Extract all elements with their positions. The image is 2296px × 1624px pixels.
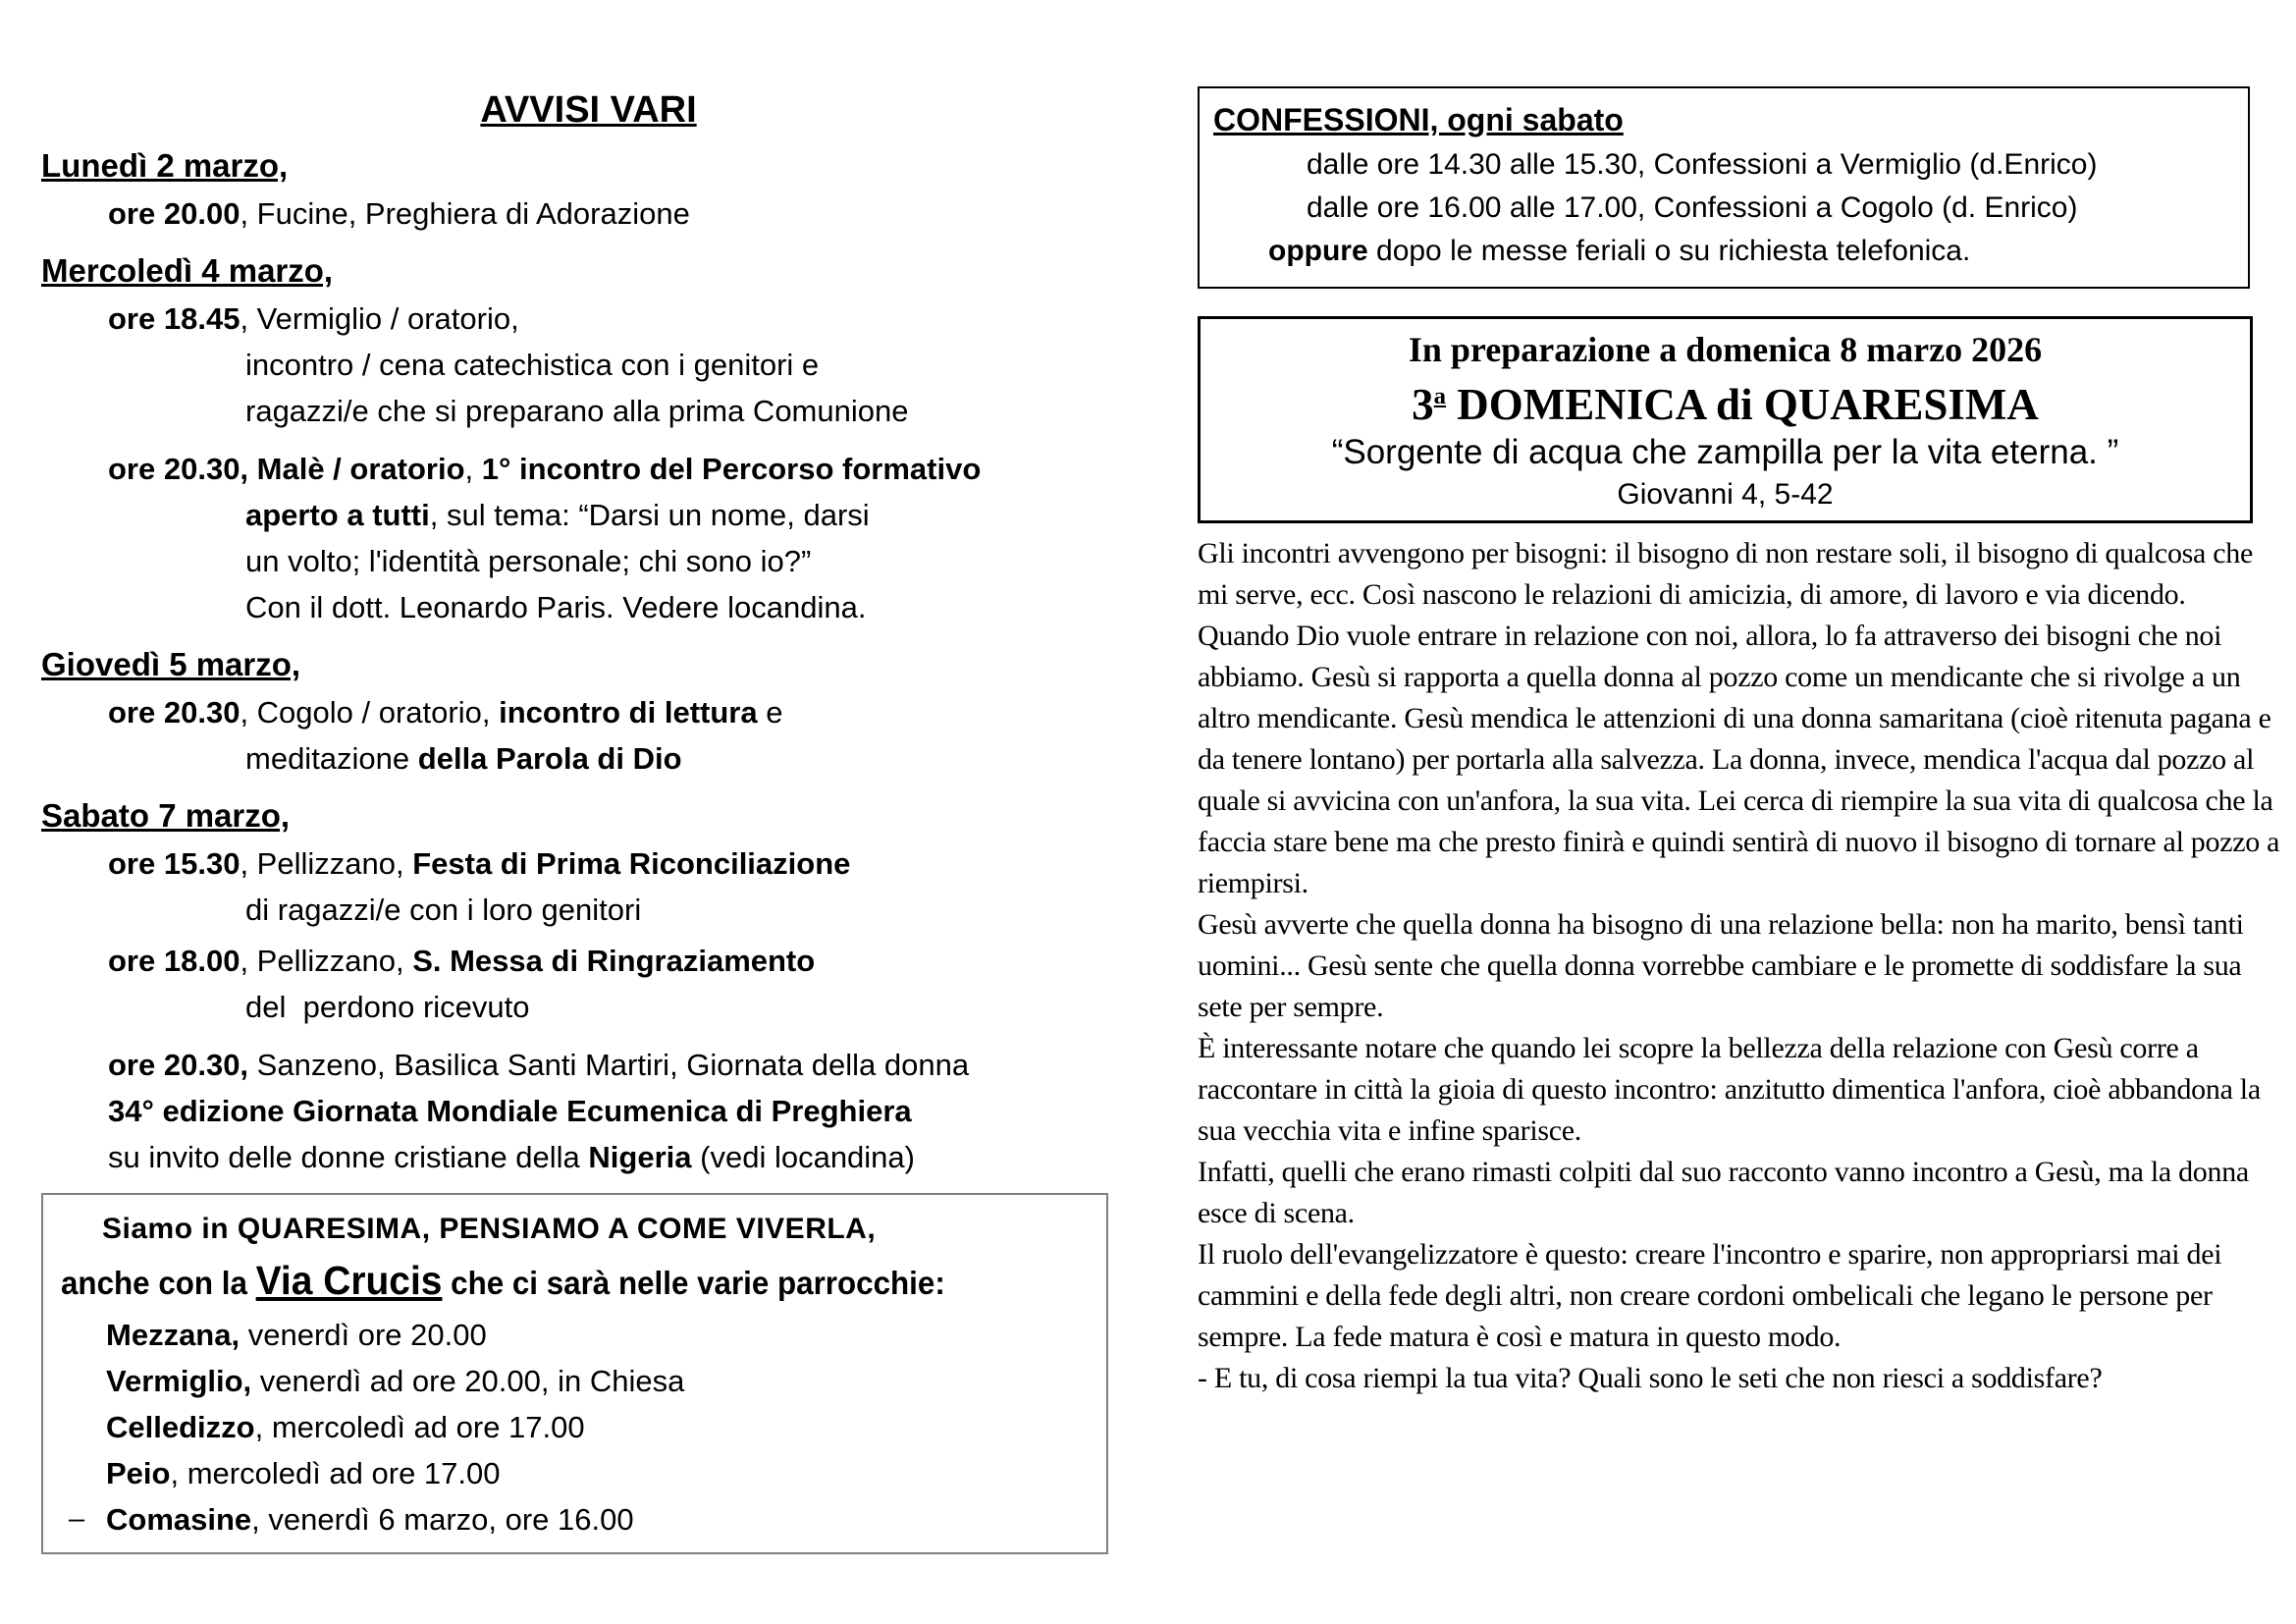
commento-paragraph: È interessante notare che quando lei scopre la bellezza della relazione con Gesù corre a raccontare in città la gioia di questo incontro: anzitutto dimentica l'anfora, cioè abbandona la sua vecchia vita e infine sparisce. <box>1198 1032 2261 1147</box>
via-crucis-entry: Vermiglio, venerdì ad ore 20.00, in Chiesa <box>106 1364 685 1398</box>
page-title <box>41 88 1136 132</box>
left-column <box>41 88 1136 1554</box>
commento-paragraph: Infatti, quelli che erano rimasti colpiti dal suo racconto vanno incontro a Gesù, ma la donna esce di scena. <box>1198 1156 2249 1229</box>
day-heading-sabato: Sabato 7 marzo, <box>41 797 291 834</box>
confessioni-line: oppure dopo le messe feriali o su richiesta telefonica. <box>1268 235 1971 267</box>
event-line: del perdono ricevuto <box>245 990 530 1024</box>
commentary-text <box>1198 533 2282 1399</box>
event-line: incontro / cena catechistica con i genitori e <box>245 348 820 382</box>
event-line: aperto a tutti, sul tema: “Darsi un nome, darsi <box>245 498 870 532</box>
via-crucis-subtitle: anche con la Via Crucis che ci sarà nelle varie parrocchie: <box>61 1258 945 1303</box>
via-crucis-entry: Celledizzo, mercoledì ad ore 17.00 <box>106 1410 585 1444</box>
quaresima-box <box>41 1193 1108 1554</box>
via-crucis-entry: Mezzana, venerdì ore 20.00 <box>106 1318 487 1352</box>
gospel-reference: Giovanni 4, 5-42 <box>1617 478 1834 511</box>
confessioni-box <box>1198 86 2250 289</box>
event-line: ore 20.00, Fucine, Preghiera di Adorazione <box>108 196 690 231</box>
event-line: su invito delle donne cristiane della Nigeria (vedi locandina) <box>108 1140 915 1174</box>
confessioni-line: dalle ore 14.30 alle 15.30, Confessioni a Vermiglio (d.Enrico) <box>1307 148 2098 181</box>
day-heading-mercoledi: Mercoledì 4 marzo, <box>41 252 334 289</box>
via-crucis-entry <box>61 1496 1089 1543</box>
event-line: ore 18.45, Vermiglio / oratorio, <box>108 301 519 336</box>
list-dash: – <box>69 1503 85 1535</box>
commento-paragraph: - E tu, di cosa riempi la tua vita? Quali sono le seti che non riesci a soddisfare? <box>1198 1362 2103 1394</box>
confessioni-title <box>1213 96 2234 143</box>
preparazione-box <box>1198 316 2253 523</box>
right-column <box>1198 86 2282 1399</box>
day-heading-giovedi: Giovedì 5 marzo, <box>41 646 301 682</box>
event-line: un volto; l'identità personale; chi sono io?” <box>245 544 812 578</box>
event-line: ragazzi/e che si preparano alla prima Comunione <box>245 394 909 428</box>
via-crucis-entry-text: Comasine, venerdì 6 marzo, ore 16.00 <box>106 1502 634 1537</box>
commento-paragraph: Il ruolo dell'evangelizzatore è questo: creare l'incontro e sparire, non appropriarsi mai dei cammini e della fede degli altri, non creare cordoni ombelicali che legano le persone per sempre. La fede matura è così e matura in questo modo. <box>1198 1238 2222 1353</box>
gospel-quote: “Sorgente di acqua che zampilla per la vita eterna. ” <box>1331 433 2119 471</box>
page-title-text: AVVISI VARI <box>480 89 697 131</box>
confessioni-title-text: CONFESSIONI, ogni sabato <box>1213 102 1624 137</box>
event-line: ore 18.00, Pellizzano, S. Messa di Ringraziamento <box>108 944 816 978</box>
via-crucis-entry: Peio, mercoledì ad ore 17.00 <box>106 1456 501 1490</box>
preparazione-heading: In preparazione a domenica 8 marzo 2026 <box>1408 330 2043 369</box>
event-line: ore 20.30, Sanzeno, Basilica Santi Martiri, Giornata della donna <box>108 1048 970 1082</box>
event-line: ore 15.30, Pellizzano, Festa di Prima Riconciliazione <box>108 846 851 881</box>
event-line: meditazione della Parola di Dio <box>245 741 682 776</box>
day-heading-lunedi: Lunedì 2 marzo, <box>41 147 289 184</box>
commento-paragraph: Quando Dio vuole entrare in relazione con noi, allora, lo fa attraverso dei bisogni che noi abbiamo. Gesù si rapporta a quella donna al pozzo come un mendicante che si rivolge a un altro mendicante. Gesù mendica le attenzioni di una donna samaritana (cioè ritenuta pagana e da tenere lontano) per portarla alla salvezza. La donna, invece, mendica l'acqua dal pozzo al quale si avvicina con un'anfora, la sua vita. Lei cerca di riempire la sua vita di qualcosa che la faccia stare bene ma che presto finirà e quindi sentirà di nuovo il bisogno di tornare al pozzo a riempirsi. <box>1198 620 2280 899</box>
event-line: Con il dott. Leonardo Paris. Vedere locandina. <box>245 590 867 624</box>
confessioni-line: dalle ore 16.00 alle 17.00, Confessioni a Cogolo (d. Enrico) <box>1307 191 2078 224</box>
event-line: ore 20.30, Malè / oratorio, 1° incontro del Percorso formativo <box>108 452 982 486</box>
quaresima-title: Siamo in QUARESIMA, PENSIAMO A COME VIVERLA, <box>102 1213 877 1245</box>
event-line: di ragazzi/e con i loro genitori <box>245 893 642 927</box>
commento-paragraph: Gli incontri avvengono per bisogni: il bisogno di non restare soli, il bisogno di qualcosa che mi serve, ecc. Così nascono le relazioni di amicizia, di amore, di lavoro e via dicendo. <box>1198 537 2253 611</box>
event-line: ore 20.30, Cogolo / oratorio, incontro di lettura e <box>108 695 783 730</box>
commento-paragraph: Gesù avverte che quella donna ha bisogno di una relazione bella: non ha marito, bensì tanti uomini... Gesù sente che quella donna vorrebbe cambiare e le promette di soddisfare la sua sete per sempre. <box>1198 908 2244 1023</box>
domenica-quaresima-heading: 3$^a$ DOMENICA di QUARESIMA <box>1412 380 2039 429</box>
event-line: 34° edizione Giornata Mondiale Ecumenica di Preghiera <box>108 1094 912 1128</box>
